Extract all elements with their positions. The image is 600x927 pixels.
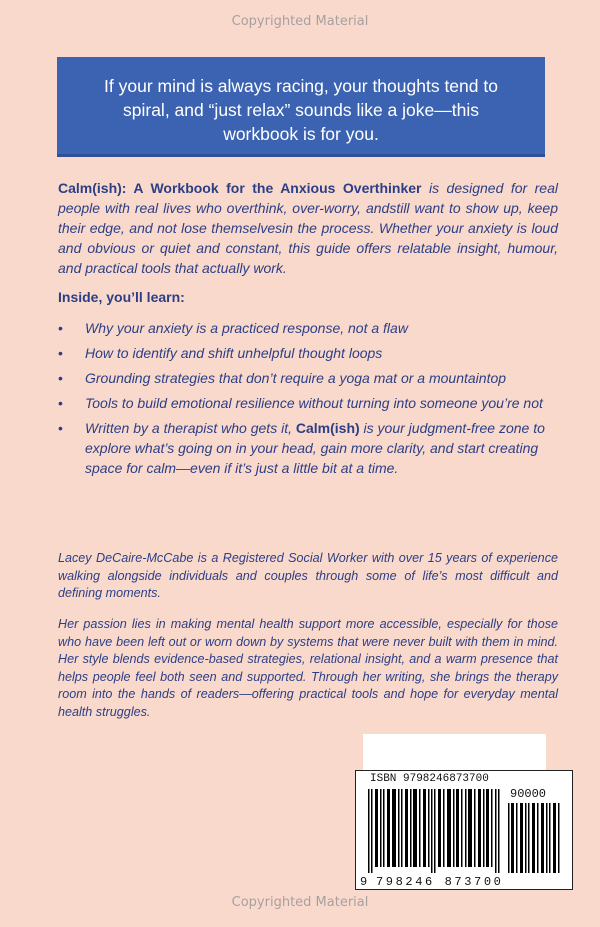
list-item-text-part: Written by a therapist who gets it, [85,420,296,436]
inside-heading: Inside, you’ll learn: [58,289,185,305]
list-item [58,318,558,338]
author-bio-paragraph-1: Lacey DeCaire-McCabe is a Registered Social Worker with over 15 years of experience walking alongside individuals and couples through some of life’s most difficult and defining moments. [58,551,558,600]
list-item [58,368,558,388]
isbn-barcode [355,770,573,890]
bullet-icon: • [58,370,63,386]
list-item [58,393,558,413]
bullet-icon: • [58,420,63,436]
isbn-label: ISBN 9798246873700 [370,773,489,785]
list-item [58,418,558,478]
watermark-bottom: Copyrighted Material [231,895,369,910]
list-item [58,343,558,363]
list-item-text: Tools to build emotional resilience without turning into someone you’re not [85,395,543,411]
intro-paragraph [58,178,558,278]
bullet-icon: • [58,395,63,411]
price-code: 90000 [510,787,547,801]
barcode-first-digit: 9 [360,875,368,889]
book-title: Calm(ish): A Workbook for the Anxious Overthinker [58,180,422,196]
barcode-digits: 798246 873700 [376,875,504,889]
tagline-text: If your mind is always racing, your thoughts tend to spiral, and “just relax” sounds like a joke—this workbook is for you. [104,76,498,144]
bullet-icon: • [58,320,63,336]
list-item-text: How to identify and shift unhelpful thought loops [85,345,383,361]
author-bio-paragraph-2: Her passion lies in making mental health support more accessible, especially for those who have been left out or worn down by systems that were never built with them in mind. Her style blends evidence-based strategies, relational insight, and a warm presence that helps people feel both seen and supported. Through her writing, she brings the therapy room into the hands of readers—offering practical tools and hope for everyday mental health struggles. [58,617,558,719]
list-item-text [85,420,545,476]
list-item-text: Grounding strategies that don’t require a yoga mat or a mountaintop [85,370,507,386]
barcode-bars-icon [368,789,502,873]
bullet-icon: • [58,345,63,361]
list-item-text-part: is your judgment-free zone to explore what’s going on in your head, gain more clarity, and start creating space for calm—even if it’s just a little bit at a time. [85,420,545,476]
watermark-top: Copyrighted Material [231,14,369,29]
addon-barcode-icon [508,803,562,873]
book-short-title: Calm(ish) [295,420,360,436]
tagline-banner [57,57,545,157]
intro-text: is designed for real people with real lives who overthink, over-worry, andstill want to show up, keep their edge, and not lose themselvesin the process. Whether your anxiety is loud and obvious or quiet and constant, this guide offers relatable insight, humour, and practical tools that actually work. [58,180,558,276]
learning-list [58,318,558,483]
list-item-text: Why your anxiety is a practiced response, not a flaw [85,320,408,336]
blank-label-area [363,734,546,770]
